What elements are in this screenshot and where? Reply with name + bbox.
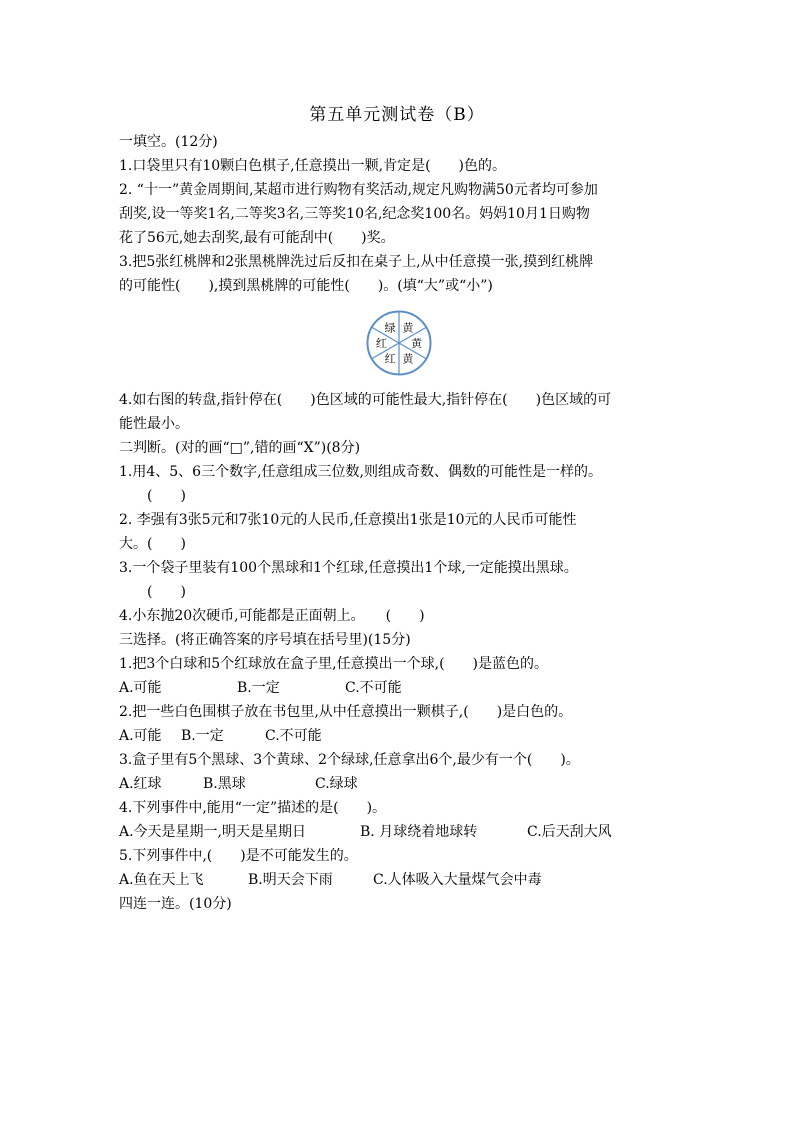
option-b: B. 月球绕着地球转 bbox=[360, 824, 478, 840]
option-b: B.明天会下雨 bbox=[248, 872, 333, 888]
option-c: C.人体吸入大量煤气会中毒 bbox=[373, 872, 542, 888]
spinner-sector-label: 黄 bbox=[402, 321, 414, 335]
s2-question-3-answer-paren: ( ) bbox=[147, 584, 186, 600]
section-2-heading: 二判断。(对的画“□”,错的画“X”)(8分) bbox=[119, 440, 361, 456]
s1-question-1: 1.口袋里只有10颗白色棋子,任意摸出一颗,肯定是( )色的。 bbox=[119, 158, 506, 174]
s1-question-3-line-1: 3.把5张红桃牌和2张黑桃牌洗过后反扣在桌子上,从中任意摸一张,摸到红桃牌 bbox=[119, 254, 594, 270]
s3-question-4-options bbox=[119, 820, 679, 844]
s3-question-3: 3.盒子里有5个黑球、3个黄球、2个绿球,任意拿出6个,最少有一个( )。 bbox=[119, 752, 580, 768]
option-c: C.后天刮大风 bbox=[527, 824, 612, 840]
s3-question-5: 5.下列事件中,( )是不可能发生的。 bbox=[119, 848, 358, 864]
s1-question-4-line-1: 4.如右图的转盘,指针停在( )色区域的可能性最大,指针停在( )色区域的可 bbox=[119, 392, 612, 408]
s3-question-1-options bbox=[119, 676, 679, 700]
option-b: B.一定 bbox=[237, 680, 280, 696]
section-1-heading: 一填空。(12分) bbox=[119, 134, 218, 150]
section-4-heading: 四连一连。(10分) bbox=[119, 896, 232, 912]
s1-question-3-line-2: 的可能性( ),摸到黑桃牌的可能性( )。(填“大”或“小”) bbox=[119, 278, 493, 294]
option-b: B.黑球 bbox=[203, 776, 246, 792]
spinner-figure-area bbox=[119, 298, 679, 388]
option-a: A.鱼在天上飞 bbox=[119, 872, 204, 888]
s3-question-2-options bbox=[119, 724, 679, 748]
s1-question-2-line-2: 刮奖,设一等奖1名,二等奖3名,三等奖10名,纪念奖100名。妈妈10月1日购物 bbox=[119, 206, 590, 222]
option-b: B.一定 bbox=[181, 728, 224, 744]
s1-question-4-line-2: 能性最小。 bbox=[119, 416, 189, 432]
option-c: C.不可能 bbox=[345, 680, 402, 696]
s1-question-2-line-3: 花了56元,她去刮奖,最有可能刮中( )奖。 bbox=[119, 230, 395, 246]
s3-question-3-options bbox=[119, 772, 679, 796]
spinner-sector-label: 黄 bbox=[402, 352, 414, 366]
section-3-heading: 三选择。(将正确答案的序号填在括号里)(15分) bbox=[119, 632, 411, 648]
s2-question-1-answer-paren: ( ) bbox=[147, 488, 186, 504]
s3-question-2: 2.把一些白色围棋子放在书包里,从中任意摸出一颗棋子,( )是白色的。 bbox=[119, 704, 573, 720]
s3-question-1: 1.把3个白球和5个红球放在盒子里,任意摸出一个球,( )是蓝色的。 bbox=[119, 656, 548, 672]
spinner-sector-label: 红 bbox=[375, 337, 387, 350]
s2-question-3-line-1: 3.一个袋子里装有100个黑球和1个红球,任意摸出1个球,一定能摸出黑球。 bbox=[119, 560, 578, 576]
s2-question-4: 4.小东抛20次硬币,可能都是正面朝上。 ( ) bbox=[119, 608, 425, 624]
test-content bbox=[119, 130, 679, 916]
option-a: A.可能 bbox=[119, 680, 162, 696]
s2-question-2-line-2: 大。( ) bbox=[119, 536, 186, 552]
option-c: C.不可能 bbox=[265, 728, 322, 744]
s2-question-2-line-1: 2. 李强有3张5元和7张10元的人民币,任意摸出1张是10元的人民币可能性 bbox=[119, 512, 577, 528]
s3-question-4: 4.下列事件中,能用“一定”描述的是( )。 bbox=[119, 800, 387, 816]
page-title: 第五单元测试卷（B） bbox=[309, 105, 485, 125]
s3-question-5-options bbox=[119, 868, 679, 892]
s2-question-1-line-1: 1.用4、5、6三个数字,任意组成三位数,则组成奇数、偶数的可能性是一样的。 bbox=[119, 464, 602, 480]
spinner-sector-label: 黄 bbox=[411, 337, 423, 350]
spinner-diagram bbox=[366, 310, 432, 376]
option-a: A.可能 bbox=[119, 728, 162, 744]
s1-question-2-line-1: 2. “十一”黄金周期间,某超市进行购物有奖活动,规定凡购物满50元者均可参加 bbox=[119, 182, 598, 198]
option-c: C.绿球 bbox=[315, 776, 358, 792]
option-a: A.红球 bbox=[119, 776, 162, 792]
spinner-sector-label: 绿 bbox=[384, 321, 396, 335]
option-a: A.今天是星期一,明天是星期日 bbox=[119, 824, 307, 840]
spinner-sector-label: 红 bbox=[384, 352, 396, 366]
